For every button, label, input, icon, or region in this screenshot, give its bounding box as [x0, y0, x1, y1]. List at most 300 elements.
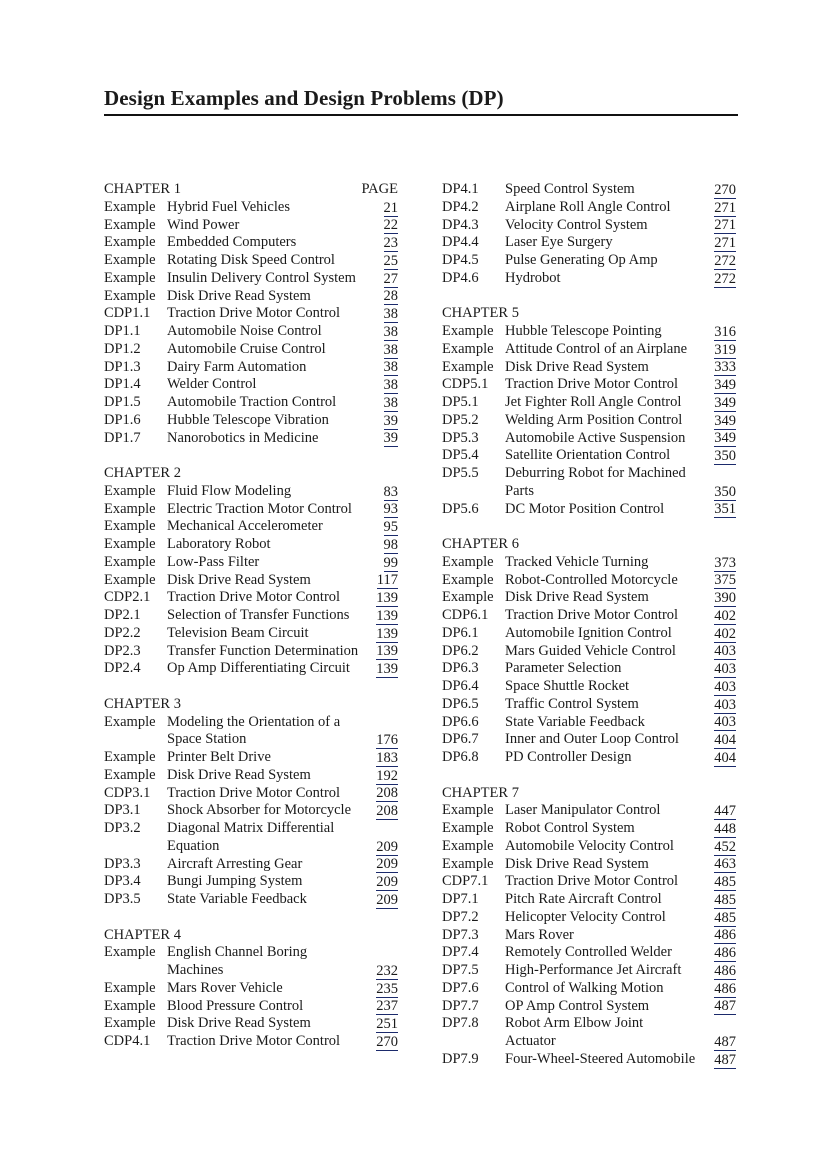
entry-page-link[interactable]: 98 — [383, 536, 398, 553]
chapter-heading-row — [104, 181, 400, 199]
list-item — [442, 430, 738, 448]
entry-page-link[interactable]: 403 — [714, 643, 736, 660]
page-title: Design Examples and Design Problems (DP) — [104, 86, 504, 110]
list-item — [104, 536, 400, 554]
entry-title-line: Automobile Noise Control — [167, 323, 322, 339]
list-item — [442, 944, 738, 962]
list-item — [442, 1051, 738, 1069]
entry-title — [167, 572, 400, 590]
entry-page-link[interactable]: 139 — [376, 661, 398, 677]
entry-page-link[interactable]: 271 — [714, 217, 736, 234]
entry-title-line: Television Beam Circuit — [167, 624, 309, 641]
entry-page-link[interactable]: 272 — [714, 270, 736, 287]
chapter-section — [104, 927, 400, 1051]
entry-title-line: Space Shuttle Rocket — [505, 678, 630, 694]
list-item — [104, 660, 400, 678]
entry-title-line: Laser Manipulator Control — [505, 802, 661, 819]
entry-title — [167, 234, 400, 252]
list-item — [442, 465, 738, 501]
entry-title-line: Four-Wheel-Steered Automobile — [505, 1050, 696, 1067]
list-item — [442, 323, 738, 341]
list-item — [104, 288, 400, 306]
entry-title-line: Disk Drive Read System — [505, 589, 649, 606]
entry-title-line: Mars Rover Vehicle — [167, 979, 283, 996]
entry-code: Example — [104, 234, 156, 251]
entry-title-line: State Variable Feedback — [505, 713, 645, 730]
entry-title — [505, 998, 738, 1016]
entry-title — [505, 678, 738, 696]
list-item — [442, 873, 738, 891]
entry-page-link[interactable]: 272 — [714, 252, 736, 269]
entry-page-link[interactable]: 22 — [383, 217, 398, 234]
entry-title-line: Disk Drive Read System — [505, 358, 649, 375]
entry-page-link[interactable]: 486 — [714, 945, 736, 961]
page-column-header: PAGE — [361, 181, 398, 197]
chapter-heading: CHAPTER 7 — [442, 784, 519, 801]
chapter-section — [104, 181, 400, 447]
chapter-heading: CHAPTER 1 — [104, 181, 181, 197]
entry-title-line: Control of Walking Motion — [505, 979, 664, 996]
entry-title — [505, 217, 738, 235]
entry-code: DP6.8 — [442, 749, 479, 765]
entry-title-line: Shock Absorber for Motorcycle — [167, 802, 352, 819]
entry-title-line: Hubble Telescope Pointing — [505, 323, 662, 339]
entry-page-link[interactable]: 349 — [714, 430, 736, 447]
entry-code: Example — [442, 571, 494, 588]
list-item — [104, 998, 400, 1016]
entry-page-link[interactable]: 209 — [376, 874, 398, 890]
entry-page-link[interactable]: 402 — [714, 625, 736, 642]
list-item — [104, 785, 400, 803]
list-item — [104, 270, 400, 288]
entry-page-link[interactable]: 93 — [383, 501, 398, 518]
list-item — [442, 607, 738, 625]
entry-title — [505, 643, 738, 661]
entry-page-link[interactable]: 23 — [383, 235, 398, 251]
entry-title-line: OP Amp Control System — [505, 997, 650, 1014]
list-item — [442, 554, 738, 572]
entry-page-link[interactable]: 487 — [714, 1051, 736, 1068]
entry-code: DP1.7 — [104, 429, 141, 446]
list-item — [442, 199, 738, 217]
entry-title — [505, 873, 738, 891]
left-column — [104, 181, 400, 1051]
entry-title-line: Traction Drive Motor Control — [167, 784, 341, 801]
entry-title — [167, 1015, 400, 1033]
entry-title — [505, 749, 738, 767]
entry-page-link[interactable]: 28 — [383, 288, 398, 305]
entry-title-line: Nanorobotics in Medicine — [167, 429, 319, 446]
entry-code: DP4.4 — [442, 234, 479, 251]
entry-page-link[interactable]: 27 — [383, 270, 398, 287]
entry-code: Example — [104, 482, 156, 499]
list-item — [104, 252, 400, 270]
entry-title-line: Disk Drive Read System — [167, 766, 311, 783]
list-item — [104, 625, 400, 643]
entry-title-line: Embedded Computers — [167, 234, 297, 251]
entry-title-line: Inner and Outer Loop Control — [505, 731, 679, 748]
entry-page-link[interactable]: 487 — [714, 1033, 736, 1050]
entry-title — [505, 252, 738, 270]
entry-title-line: Printer Belt Drive — [167, 749, 271, 765]
entry-title — [167, 891, 400, 909]
list-item — [104, 1033, 400, 1051]
entry-code: DP7.7 — [442, 997, 479, 1014]
entry-page-link[interactable]: 485 — [714, 909, 736, 926]
entry-code: DP5.1 — [442, 394, 479, 410]
entry-page-link[interactable]: 38 — [383, 394, 398, 411]
entry-page-link[interactable]: 485 — [714, 891, 736, 908]
list-item — [104, 199, 400, 217]
entry-code: CDP7.1 — [442, 873, 489, 890]
entry-code: DP2.2 — [104, 624, 141, 641]
list-item — [104, 572, 400, 590]
entry-title-line: Diagonal Matrix Differential — [167, 820, 335, 836]
chapter-section — [442, 536, 738, 767]
entry-title-line: Parts — [505, 482, 534, 499]
entry-code: DP1.6 — [104, 411, 141, 428]
entry-code: CDP2.1 — [104, 589, 151, 606]
list-item — [442, 270, 738, 288]
entry-title — [167, 217, 400, 235]
chapter-section — [442, 181, 738, 288]
entry-title-line: Traction Drive Motor Control — [505, 873, 679, 890]
entry-title-line: Mechanical Accelerometer — [167, 518, 323, 535]
entry-title — [505, 607, 738, 625]
entry-title — [167, 536, 400, 554]
entry-title-line: Disk Drive Read System — [167, 287, 311, 304]
entry-page-link[interactable]: 486 — [714, 980, 736, 997]
entry-page-link[interactable]: 139 — [376, 643, 398, 660]
entry-page-link[interactable]: 237 — [376, 998, 398, 1015]
entry-page-link[interactable]: 176 — [376, 732, 398, 748]
list-item — [442, 447, 738, 465]
list-item — [104, 873, 400, 891]
entry-page-link[interactable]: 139 — [376, 625, 398, 642]
entry-code: DP4.1 — [442, 181, 479, 197]
entry-title — [167, 199, 400, 217]
entry-page-link[interactable]: 463 — [714, 856, 736, 873]
entry-title-line: Hubble Telescope Vibration — [167, 411, 329, 428]
entry-title — [505, 802, 738, 820]
entry-title-line: Low-Pass Filter — [167, 553, 260, 570]
entry-code: DP7.2 — [442, 908, 479, 925]
entry-code: DP4.5 — [442, 252, 479, 268]
list-item — [442, 696, 738, 714]
entry-page-link[interactable]: 350 — [714, 483, 736, 500]
list-item — [442, 731, 738, 749]
entry-title-line: Deburring Robot for Machined — [505, 465, 686, 481]
entry-code: DP1.3 — [104, 358, 141, 375]
entry-code: Example — [104, 944, 156, 961]
entry-title-line: Insulin Delivery Control System — [167, 269, 356, 286]
entry-page-link[interactable]: 39 — [383, 430, 398, 447]
entry-title — [167, 643, 400, 661]
entry-page-link[interactable]: 192 — [376, 767, 398, 784]
entry-title — [167, 660, 400, 678]
entry-page-link[interactable]: 403 — [714, 661, 736, 677]
entry-page-link[interactable]: 271 — [714, 235, 736, 251]
entry-title-line: Remotely Controlled Welder — [505, 944, 672, 961]
entry-title-line: High-Performance Jet Aircraft — [505, 962, 682, 978]
entry-page-link[interactable]: 316 — [714, 323, 736, 340]
entry-title — [167, 856, 400, 874]
entry-code: Example — [104, 269, 156, 286]
chapter-heading-row — [442, 536, 738, 554]
entry-title-line: Blood Pressure Control — [167, 997, 304, 1014]
list-item — [442, 891, 738, 909]
entry-code: Example — [104, 997, 156, 1014]
entry-page-link[interactable]: 270 — [714, 181, 736, 198]
list-item — [442, 678, 738, 696]
list-item — [104, 891, 400, 909]
entry-page-link[interactable]: 350 — [714, 448, 736, 464]
entry-title — [167, 749, 400, 767]
entry-page-link[interactable]: 232 — [376, 962, 398, 979]
entry-code: Example — [104, 518, 156, 535]
entry-title — [505, 589, 738, 607]
entry-code: Example — [104, 1015, 156, 1032]
list-item — [442, 998, 738, 1016]
entry-title — [505, 980, 738, 998]
chapter-heading: CHAPTER 4 — [104, 926, 181, 943]
entry-title — [505, 891, 738, 909]
entry-page-link[interactable]: 351 — [714, 501, 736, 518]
entry-title-line: Hybrid Fuel Vehicles — [167, 198, 290, 215]
list-item — [104, 359, 400, 377]
entry-title-line: Parameter Selection — [505, 660, 622, 677]
list-item — [104, 554, 400, 572]
entry-page-link[interactable]: 38 — [383, 323, 398, 340]
entry-page-link[interactable]: 209 — [376, 856, 398, 873]
chapter-heading: CHAPTER 3 — [104, 695, 181, 712]
entry-title — [505, 376, 738, 394]
entry-code: Example — [104, 500, 156, 517]
entry-page-link[interactable]: 38 — [383, 341, 398, 358]
entry-title-line: Automobile Active Suspension — [505, 429, 686, 446]
entry-page-link[interactable]: 38 — [383, 359, 398, 376]
entry-code: Example — [104, 216, 156, 233]
entry-page-link[interactable]: 209 — [376, 891, 398, 908]
entry-title — [505, 1015, 738, 1051]
entry-title — [167, 341, 400, 359]
entry-page-link[interactable]: 39 — [383, 412, 398, 429]
chapter-heading: CHAPTER 5 — [442, 305, 519, 322]
entry-page-link[interactable]: 485 — [714, 874, 736, 890]
entry-title — [505, 430, 738, 448]
entry-code: DP2.1 — [104, 607, 141, 623]
list-item — [442, 501, 738, 519]
entry-page-link[interactable]: 251 — [376, 1016, 398, 1032]
entry-page-link[interactable]: 403 — [714, 696, 736, 713]
entry-title-line: Helicopter Velocity Control — [505, 908, 666, 925]
entry-title — [167, 554, 400, 572]
entry-title-line: Automobile Ignition Control — [505, 624, 672, 641]
entry-page-link[interactable]: 404 — [714, 749, 736, 766]
list-item — [442, 234, 738, 252]
entry-page-link[interactable]: 235 — [376, 980, 398, 997]
entry-code: DP7.4 — [442, 944, 479, 961]
entry-title-line: Attitude Control of an Airplane — [505, 340, 688, 357]
list-item — [442, 927, 738, 945]
entry-title-line: Welding Arm Position Control — [505, 411, 683, 428]
list-item — [104, 1015, 400, 1033]
entry-code: DP6.1 — [442, 624, 479, 641]
entry-page-link[interactable]: 452 — [714, 838, 736, 855]
entry-title-line: Speed Control System — [505, 181, 635, 197]
entry-page-link[interactable]: 209 — [376, 838, 398, 855]
entry-page-link[interactable]: 21 — [383, 199, 398, 216]
entry-page-link[interactable]: 486 — [714, 962, 736, 979]
entry-page-link[interactable]: 38 — [383, 306, 398, 322]
entry-page-link[interactable]: 95 — [383, 519, 398, 535]
chapter-heading: CHAPTER 2 — [104, 465, 181, 481]
entry-code: DP3.4 — [104, 873, 141, 890]
entry-title — [167, 785, 400, 803]
entry-title — [505, 465, 738, 501]
chapter-heading-row — [104, 696, 400, 714]
list-item — [442, 412, 738, 430]
entry-code: Example — [104, 749, 156, 765]
entry-page-link[interactable]: 208 — [376, 785, 398, 802]
entry-code: DP1.2 — [104, 340, 141, 357]
entry-code: DP5.5 — [442, 465, 479, 481]
entry-title-line: Laboratory Robot — [167, 536, 271, 552]
list-item — [442, 572, 738, 590]
entry-title — [505, 501, 738, 519]
list-item — [104, 944, 400, 980]
entry-page-link[interactable]: 25 — [383, 252, 398, 269]
entry-page-link[interactable]: 487 — [714, 998, 736, 1015]
entry-page-link[interactable]: 447 — [714, 803, 736, 819]
entry-title — [167, 501, 400, 519]
entry-code: Example — [442, 358, 494, 375]
list-item — [442, 217, 738, 235]
entry-title-line: Transfer Function Determination — [167, 642, 359, 659]
list-item — [442, 1015, 738, 1051]
entry-page-link[interactable]: 183 — [376, 749, 398, 766]
entry-code: DP2.4 — [104, 660, 141, 677]
entry-code: DP6.7 — [442, 731, 479, 748]
entry-page-link[interactable]: 373 — [714, 554, 736, 571]
entry-page-link[interactable]: 139 — [376, 607, 398, 624]
list-item — [104, 394, 400, 412]
entry-title — [167, 483, 400, 501]
entry-page-link[interactable]: 83 — [383, 483, 398, 500]
entry-title — [505, 696, 738, 714]
entry-title — [505, 554, 738, 572]
entry-page-link[interactable]: 390 — [714, 590, 736, 606]
entry-code: Example — [442, 820, 494, 836]
entry-page-link[interactable]: 402 — [714, 607, 736, 624]
entry-code: DP7.9 — [442, 1050, 479, 1067]
list-item — [442, 962, 738, 980]
entry-page-link[interactable]: 333 — [714, 359, 736, 376]
list-item — [442, 749, 738, 767]
entry-title — [167, 998, 400, 1016]
entry-title-line: Robot-Controlled Motorcycle — [505, 571, 678, 588]
entry-title — [167, 980, 400, 998]
entry-title — [505, 181, 738, 199]
entry-title — [505, 856, 738, 874]
entry-page-link[interactable]: 375 — [714, 572, 736, 589]
entry-title-line: Traffic Control System — [505, 695, 639, 712]
entry-code: CDP6.1 — [442, 607, 489, 623]
chapter-section — [104, 696, 400, 909]
list-item — [442, 341, 738, 359]
entry-title — [505, 944, 738, 962]
entry-code: Example — [104, 979, 156, 996]
entry-title-line: Airplane Roll Angle Control — [505, 198, 671, 215]
entry-code: CDP5.1 — [442, 376, 489, 393]
entry-code: DP1.1 — [104, 323, 141, 339]
list-item — [104, 643, 400, 661]
entry-page-link[interactable]: 486 — [714, 927, 736, 944]
entry-page-link[interactable]: 208 — [376, 803, 398, 819]
entry-code: Example — [442, 589, 494, 606]
entry-code: DP3.2 — [104, 820, 141, 836]
entry-title-line: Traction Drive Motor Control — [167, 589, 341, 606]
entry-title — [505, 234, 738, 252]
entry-title-line: Equation — [167, 837, 220, 854]
list-item — [442, 625, 738, 643]
chapter-heading-row — [104, 927, 400, 945]
entry-code: Example — [104, 198, 156, 215]
list-item — [442, 643, 738, 661]
entry-page-link[interactable]: 404 — [714, 732, 736, 748]
list-item — [104, 483, 400, 501]
entry-page-link[interactable]: 349 — [714, 377, 736, 393]
entry-page-link[interactable]: 403 — [714, 714, 736, 731]
entry-page-link[interactable]: 38 — [383, 377, 398, 393]
entry-page-link[interactable]: 139 — [376, 590, 398, 606]
entry-title — [505, 270, 738, 288]
entry-page-link[interactable]: 319 — [714, 341, 736, 358]
entry-page-link[interactable]: 99 — [383, 554, 398, 571]
entry-code: DP1.4 — [104, 376, 141, 393]
entry-title — [505, 820, 738, 838]
entry-code: Example — [104, 571, 156, 588]
entry-title-line: Electric Traction Motor Control — [167, 500, 352, 517]
entry-title-line: Dairy Farm Automation — [167, 358, 307, 375]
entry-title-line: Aircraft Arresting Gear — [167, 855, 303, 872]
entry-title — [505, 341, 738, 359]
entry-title-line: Modeling the Orientation of a — [167, 713, 341, 730]
list-item — [104, 430, 400, 448]
list-item — [442, 820, 738, 838]
entry-code: Example — [442, 802, 494, 819]
entry-page-link[interactable]: 270 — [376, 1033, 398, 1050]
list-item — [104, 802, 400, 820]
entry-page-link[interactable]: 448 — [714, 820, 736, 837]
list-item — [442, 909, 738, 927]
entry-page-link[interactable]: 349 — [714, 412, 736, 429]
entry-title — [505, 412, 738, 430]
entry-title — [167, 323, 400, 341]
entry-page-link[interactable]: 271 — [714, 199, 736, 216]
entry-code: DP6.3 — [442, 660, 479, 677]
entry-page-link[interactable]: 117 — [376, 572, 398, 589]
entry-title — [167, 714, 400, 750]
entry-page-link[interactable]: 403 — [714, 678, 736, 695]
chapter-heading-row — [442, 305, 738, 323]
list-item — [442, 589, 738, 607]
entry-code: Example — [104, 287, 156, 304]
entry-page-link[interactable]: 349 — [714, 394, 736, 411]
entry-title-line: PD Controller Design — [505, 749, 632, 765]
entry-title — [167, 252, 400, 270]
entry-title — [167, 305, 400, 323]
